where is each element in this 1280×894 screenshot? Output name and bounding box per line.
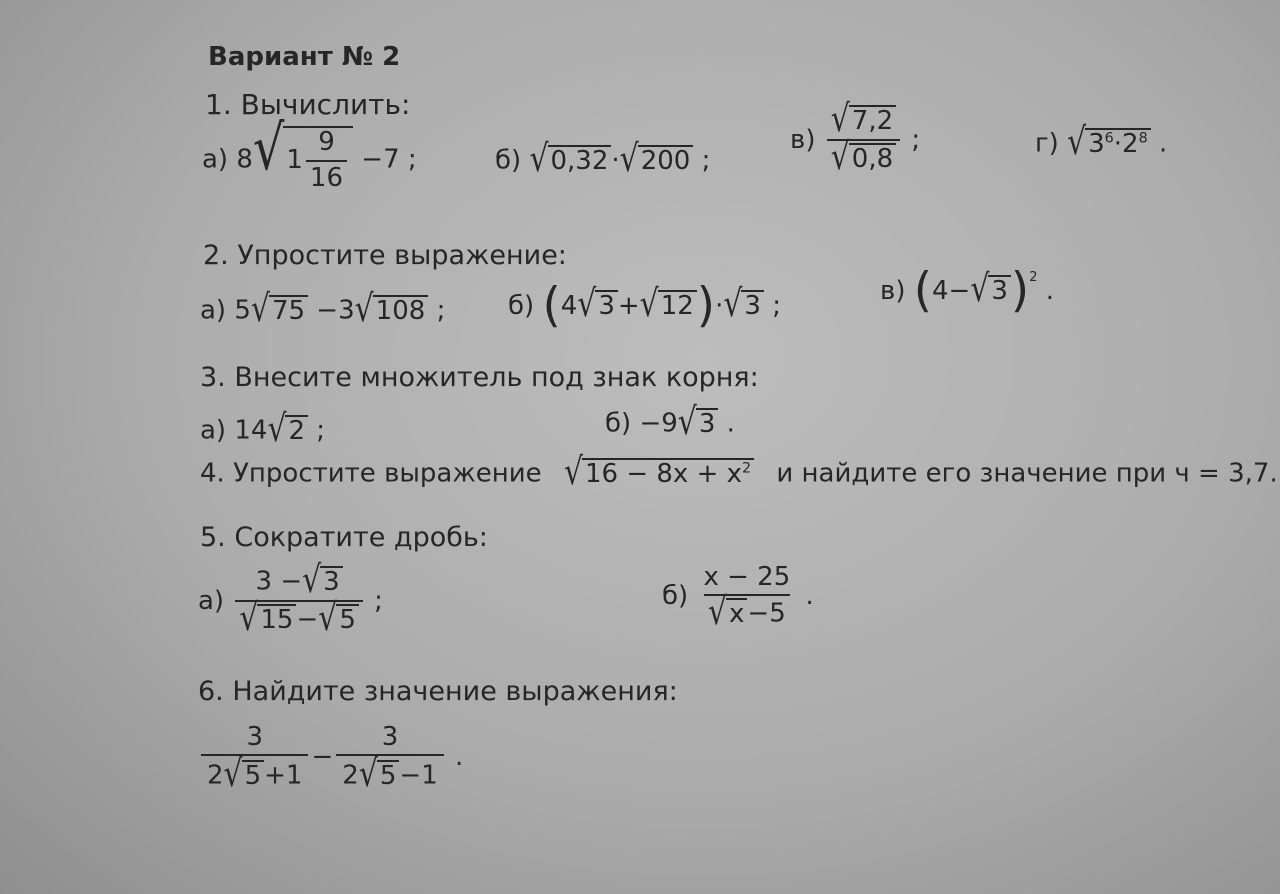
sqrt-sign: √ $3^6\cdot 2^8$: [1067, 128, 1151, 160]
task-2v-term: 4−: [932, 276, 971, 307]
sqrt-sign: √ 2: [267, 415, 308, 447]
task-1b-radicand-2: 200: [638, 145, 694, 177]
task-3a-coef: 14: [234, 415, 268, 446]
dot-operator: ·: [611, 145, 620, 176]
task-1a-label: а): [202, 144, 229, 175]
task-2b-radicand-2: 12: [658, 290, 697, 322]
task-1g-exp-2: 8: [1138, 130, 1148, 147]
task-3a-radicand: 2: [285, 415, 308, 447]
task-3a: [200, 407, 326, 452]
paren-close: ): [696, 279, 716, 333]
task-1g-label: г): [1035, 128, 1059, 159]
dot-operator: ·: [715, 291, 724, 322]
task-6-f2-den-coef: 2: [342, 760, 359, 791]
task-3a-tail: ;: [316, 415, 326, 446]
task-1a-tail: −7 ;: [361, 144, 417, 175]
task-2b-radicand-1: 3: [595, 290, 618, 322]
sqrt-sign: √ 12: [640, 290, 697, 322]
task-6-f2-numerator: 3: [381, 722, 399, 752]
sqrt-sign: √ 3: [678, 408, 719, 440]
task-2v-tail: .: [1045, 276, 1054, 307]
task-2a-radicand-2: 108: [373, 295, 429, 327]
task-5b: [662, 562, 814, 635]
sqrt-sign: √ x: [708, 598, 747, 630]
task-5a-label: а): [198, 585, 225, 616]
task-5a-num-radicand: 3: [320, 566, 343, 598]
task-6-f1-den-term: +1: [264, 760, 303, 791]
task-3b-label: б): [605, 408, 632, 439]
dot-operator: ·: [1113, 129, 1123, 159]
task-2a-tail: ;: [436, 295, 446, 326]
sqrt-sign: √ 0,8: [831, 143, 896, 175]
task-1v-num: 7,2: [849, 105, 896, 137]
task-1-heading: 1. Вычислить:: [205, 88, 411, 121]
task-4-radicand: 16 − 8x + x: [584, 459, 743, 489]
task-1a-num: 9: [318, 127, 335, 157]
sqrt-sign: √ 15: [239, 604, 296, 636]
task-4-text-after: и найдите его значение при ч = 3,7.: [776, 458, 1278, 489]
task-2v-label: в): [880, 276, 906, 307]
task-3b-radicand: 3: [696, 408, 719, 440]
task-6-f1-numerator: 3: [246, 722, 263, 752]
minus-operator: −: [296, 604, 319, 635]
minus-operator: −: [311, 741, 334, 772]
task-5a-tail: ;: [374, 585, 383, 616]
sqrt-sign: √ 3: [723, 290, 764, 322]
sqrt-sign: √ 200: [620, 145, 694, 177]
paren-close: ): [1010, 264, 1030, 318]
task-1g-base-1: 3: [1088, 129, 1105, 159]
task-1g-tail: .: [1158, 128, 1168, 159]
sqrt-sign: √ 3: [970, 275, 1011, 307]
task-1a-coef: 8: [236, 144, 253, 175]
sqrt-sign: √ 3: [577, 290, 618, 322]
task-5b-den-term: −5: [747, 598, 786, 629]
task-4-exponent: 2: [742, 460, 752, 477]
task-6-f1-den-coef: 2: [207, 760, 224, 791]
sqrt-sign: √ 7,2: [831, 105, 896, 137]
task-2a-label: а): [200, 295, 227, 326]
task-1b-label: б): [495, 145, 522, 176]
task-1b-tail: ;: [701, 145, 711, 176]
task-5b-numerator: x − 25: [703, 562, 791, 592]
task-5-heading: 5. Сократите дробь:: [200, 522, 488, 553]
task-2-heading: 2. Упростите выражение:: [203, 240, 567, 271]
task-5b-tail: .: [805, 580, 814, 611]
task-6-expression: [198, 722, 464, 797]
task-1v-tail: ;: [911, 124, 921, 155]
task-2v-exponent: 2: [1029, 270, 1038, 285]
task-2a: [200, 287, 446, 332]
task-5a-num-term: 3 −: [255, 566, 303, 597]
task-3b-coef: −9: [639, 408, 678, 439]
task-2b-radicand-3: 3: [741, 290, 764, 322]
sqrt-sign: √ $16 - 8x + x^2$: [564, 458, 754, 490]
task-2b: [508, 279, 781, 333]
task-1g-exp-1: 6: [1104, 130, 1114, 147]
task-2b-tail: ;: [772, 291, 781, 322]
task-2a-minus: −3: [316, 295, 355, 326]
task-2v-radicand: 3: [988, 275, 1011, 307]
task-1a-den: 16: [306, 160, 347, 194]
task-2a-coef: 5: [234, 295, 251, 326]
task-5a-den-radicand-1: 15: [257, 604, 296, 636]
task-1v: [790, 97, 921, 179]
variant-title: Вариант № 2: [208, 42, 401, 72]
task-6-heading: 6. Найдите значение выражения:: [198, 676, 678, 707]
task-4: [200, 450, 1278, 495]
task-5b-den-radicand: x: [726, 598, 747, 630]
sqrt-sign: √ 108: [355, 295, 429, 327]
task-2v: [880, 264, 1054, 318]
paren-open: (: [913, 264, 932, 318]
task-5a: [198, 558, 383, 640]
sqrt-sign: √ 5: [359, 760, 400, 792]
sqrt-sign: √ 0,32: [529, 145, 611, 177]
paren-open: (: [542, 279, 561, 333]
task-1b-radicand-1: 0,32: [548, 145, 612, 177]
task-2b-coef: 4: [560, 291, 578, 322]
task-1g-base-2: 2: [1122, 129, 1139, 159]
task-2b-label: б): [508, 291, 535, 322]
task-3-heading: 3. Внесите множитель под знак корня:: [200, 362, 759, 393]
task-6-f1-den-radicand: 5: [242, 760, 265, 792]
task-1v-den: 0,8: [849, 143, 896, 175]
task-3b-tail: .: [726, 408, 735, 439]
task-6-tail: .: [455, 741, 464, 772]
task-2a-radicand-1: 75: [269, 295, 308, 327]
task-6-f2-den-radicand: 5: [377, 760, 400, 792]
task-1a-whole: 1: [286, 144, 303, 175]
sqrt-sign: √ 5: [224, 760, 265, 792]
task-1a: [202, 111, 417, 194]
task-1g: [1035, 120, 1168, 165]
task-5b-label: б): [662, 580, 689, 611]
plus-operator: +: [617, 291, 640, 322]
task-4-text-before: 4. Упростите выражение: [200, 458, 542, 489]
sqrt-sign: √ 75: [251, 295, 308, 327]
task-3b: [605, 400, 735, 445]
task-3a-label: а): [200, 415, 227, 446]
task-6-f2-den-term: −1: [399, 760, 438, 791]
task-1v-label: в): [790, 124, 816, 155]
task-5a-den-radicand-2: 5: [336, 604, 359, 636]
sqrt-sign: √ 5: [318, 604, 359, 636]
task-1b: [495, 137, 711, 182]
sqrt-sign: √ 1 $\frac{9}{16}$: [253, 126, 353, 194]
sqrt-sign: √ 3: [302, 566, 343, 598]
